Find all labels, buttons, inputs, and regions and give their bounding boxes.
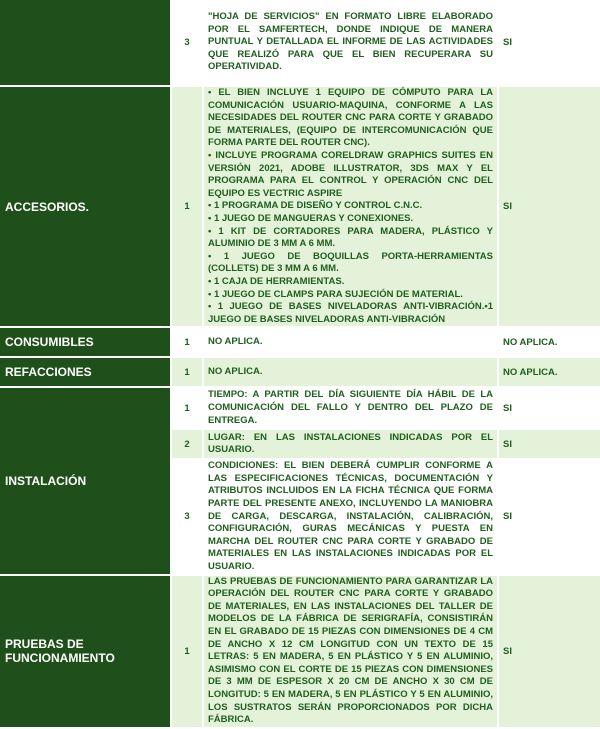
category-accesorios: ACCESORIOS. (0, 87, 170, 326)
item-description: "HOJA DE SERVICIOS" EN FORMATO LIBRE ELABORADO POR EL SAMFERTECH, DONDE INDIQUE DE MANERA PUNTUAL Y DETALLADA EL INFORME DE LAS ACTIVIDADES QUE REALIZÓ PARA QUE EL BIEN RECUPERARA SU OPERATIVIDAD. (204, 0, 497, 85)
category-instalacion: INSTALACIÓN (0, 388, 170, 573)
item-answer: SI (499, 430, 600, 458)
item-description: LUGAR: EN LAS INSTALACIONES INDICADAS POR EL USUARIO. (204, 430, 497, 458)
item-description: TIEMPO: A PARTIR DEL DÍA SIGUIENTE DÍA HÁBIL DE LA COMUNICACIÓN DEL FALLO Y DENTRO DEL PLAZO DE ENTREGA. (204, 388, 497, 428)
table-row (0, 388, 600, 428)
item-answer: SI (499, 460, 600, 573)
item-number: 3 (172, 0, 202, 85)
table-row (0, 0, 600, 85)
table-row (0, 576, 600, 727)
table-row (0, 87, 600, 326)
item-answer: SI (499, 87, 600, 326)
item-number: 1 (172, 328, 202, 356)
item-description: NO APLICA. (204, 358, 497, 386)
category-cell (0, 0, 170, 85)
item-description: LAS PRUEBAS DE FUNCIONAMIENTO PARA GARANTIZAR LA OPERACIÓN DEL ROUTER CNC PARA CORTE Y GRABADO DE MATERIALES, EN LAS INSTALACIONES DEL TALLER DE MODELOS DE LA FÁBRICA DE SERIGRAFÍA, CONSISTIRÁN EN EL GRABADO DE 15 PIEZAS CON DIMENSIONES DE 4 CM DE ANCHO X 12 CM LONGITUD CON UN TEXTO DE 15 LETRAS: 5 EN MADERA, 5 EN PLÁSTICO Y 5 EN ALUMINIO, ASIMISMO CON EL CORTE DE 15 PIEZAS CON DIMENSIONES DE 3 MM DE ESPESOR X 20 CM DE ANCHO X 30 CM DE LONGITUD: 5 EN MADERA, 5 EN PLÁSTICO Y 5 EN ALUMINIO, LOS SUSTRATOS SERÁN PROPORCIONADOS POR DICHA FÁBRICA. (204, 576, 497, 727)
item-number: 2 (172, 430, 202, 458)
item-answer: SI (499, 576, 600, 727)
item-description: • EL BIEN INCLUYE 1 EQUIPO DE CÓMPUTO PARA LA COMUNICACIÓN USUARIO-MAQUINA, CONFORME A LAS NECESIDADES DEL ROUTER CNC PARA CORTE Y GRABADO DE MATERIALES, (EQUIPO DE INTERCOMUNICACIÓN QUE FORMA PARTE DEL ROUTER CNC). • INCLUYE PROGRAMA CORELDRAW GRAPHICS SUITES EN VERSIÓN 2021, ADOBE ILLUSTRATOR, 3DS MAX Y EL PROGRAMA PARA EL CONTROL Y OPERACIÓN CNC DEL EQUIPO ES VECTRIC ASPIRE • 1 PROGRAMA DE DISEÑO Y CONTROL C.N.C. • 1 JUEGO DE MANGUERAS Y CONEXIONES. • 1 KIT DE CORTADORES PARA MADERA, PLÁSTICO Y ALUMINIO DE 3 MM A 6 MM. • 1 JUEGO DE BOQUILLAS PORTA-HERRAMIENTAS (COLLETS) DE 3 MM A 6 MM. • 1 CAJA DE HERRAMIENTAS. • 1 JUEGO DE CLAMPS PARA SUJECIÓN DE MATERIAL. • 1 JUEGO DE BASES NIVELADORAS ANTI-VIBRACIÓN.•1 JUEGO DE BASES NIVELADORAS ANTI-VIBRACIÓN (204, 87, 497, 326)
item-number: 1 (172, 87, 202, 326)
item-answer: NO APLICA. (499, 358, 600, 386)
table-row (0, 328, 600, 356)
item-number: 1 (172, 388, 202, 428)
item-number: 1 (172, 576, 202, 727)
item-description: CONDICIONES: EL BIEN DEBERÁ CUMPLIR CONFORME A LAS ESPECIFICACIONES TÉCNICAS, DOCUMENTACIÓN Y ATRIBUTOS INCLUIDOS EN LA FICHA TÉCNICA QUE FORMA PARTE DEL PRESENTE ANEXO, INCLUYENDO LA MANIOBRA DE CARGA, DESCARGA, INSTALACIÓN, CALIBRACIÓN, CONFIGURACIÓN, GURAS MECÁNICAS Y PUESTA EN MARCHA DEL ROUTER CNC PARA CORTE Y GRABADO DE MATERIALES EN LAS INSTALACIONES INDICADAS POR EL USUARIO. (204, 460, 497, 573)
item-description: NO APLICA. (204, 328, 497, 356)
category-pruebas: PRUEBAS DE FUNCIONAMIENTO (0, 576, 170, 727)
category-refacciones: REFACCIONES (0, 358, 170, 386)
item-number: 1 (172, 358, 202, 386)
item-answer: NO APLICA. (499, 328, 600, 356)
item-answer: SI (499, 0, 600, 85)
item-answer: SI (499, 388, 600, 428)
item-number: 3 (172, 460, 202, 573)
table-row (0, 358, 600, 386)
category-consumibles: CONSUMIBLES (0, 328, 170, 356)
